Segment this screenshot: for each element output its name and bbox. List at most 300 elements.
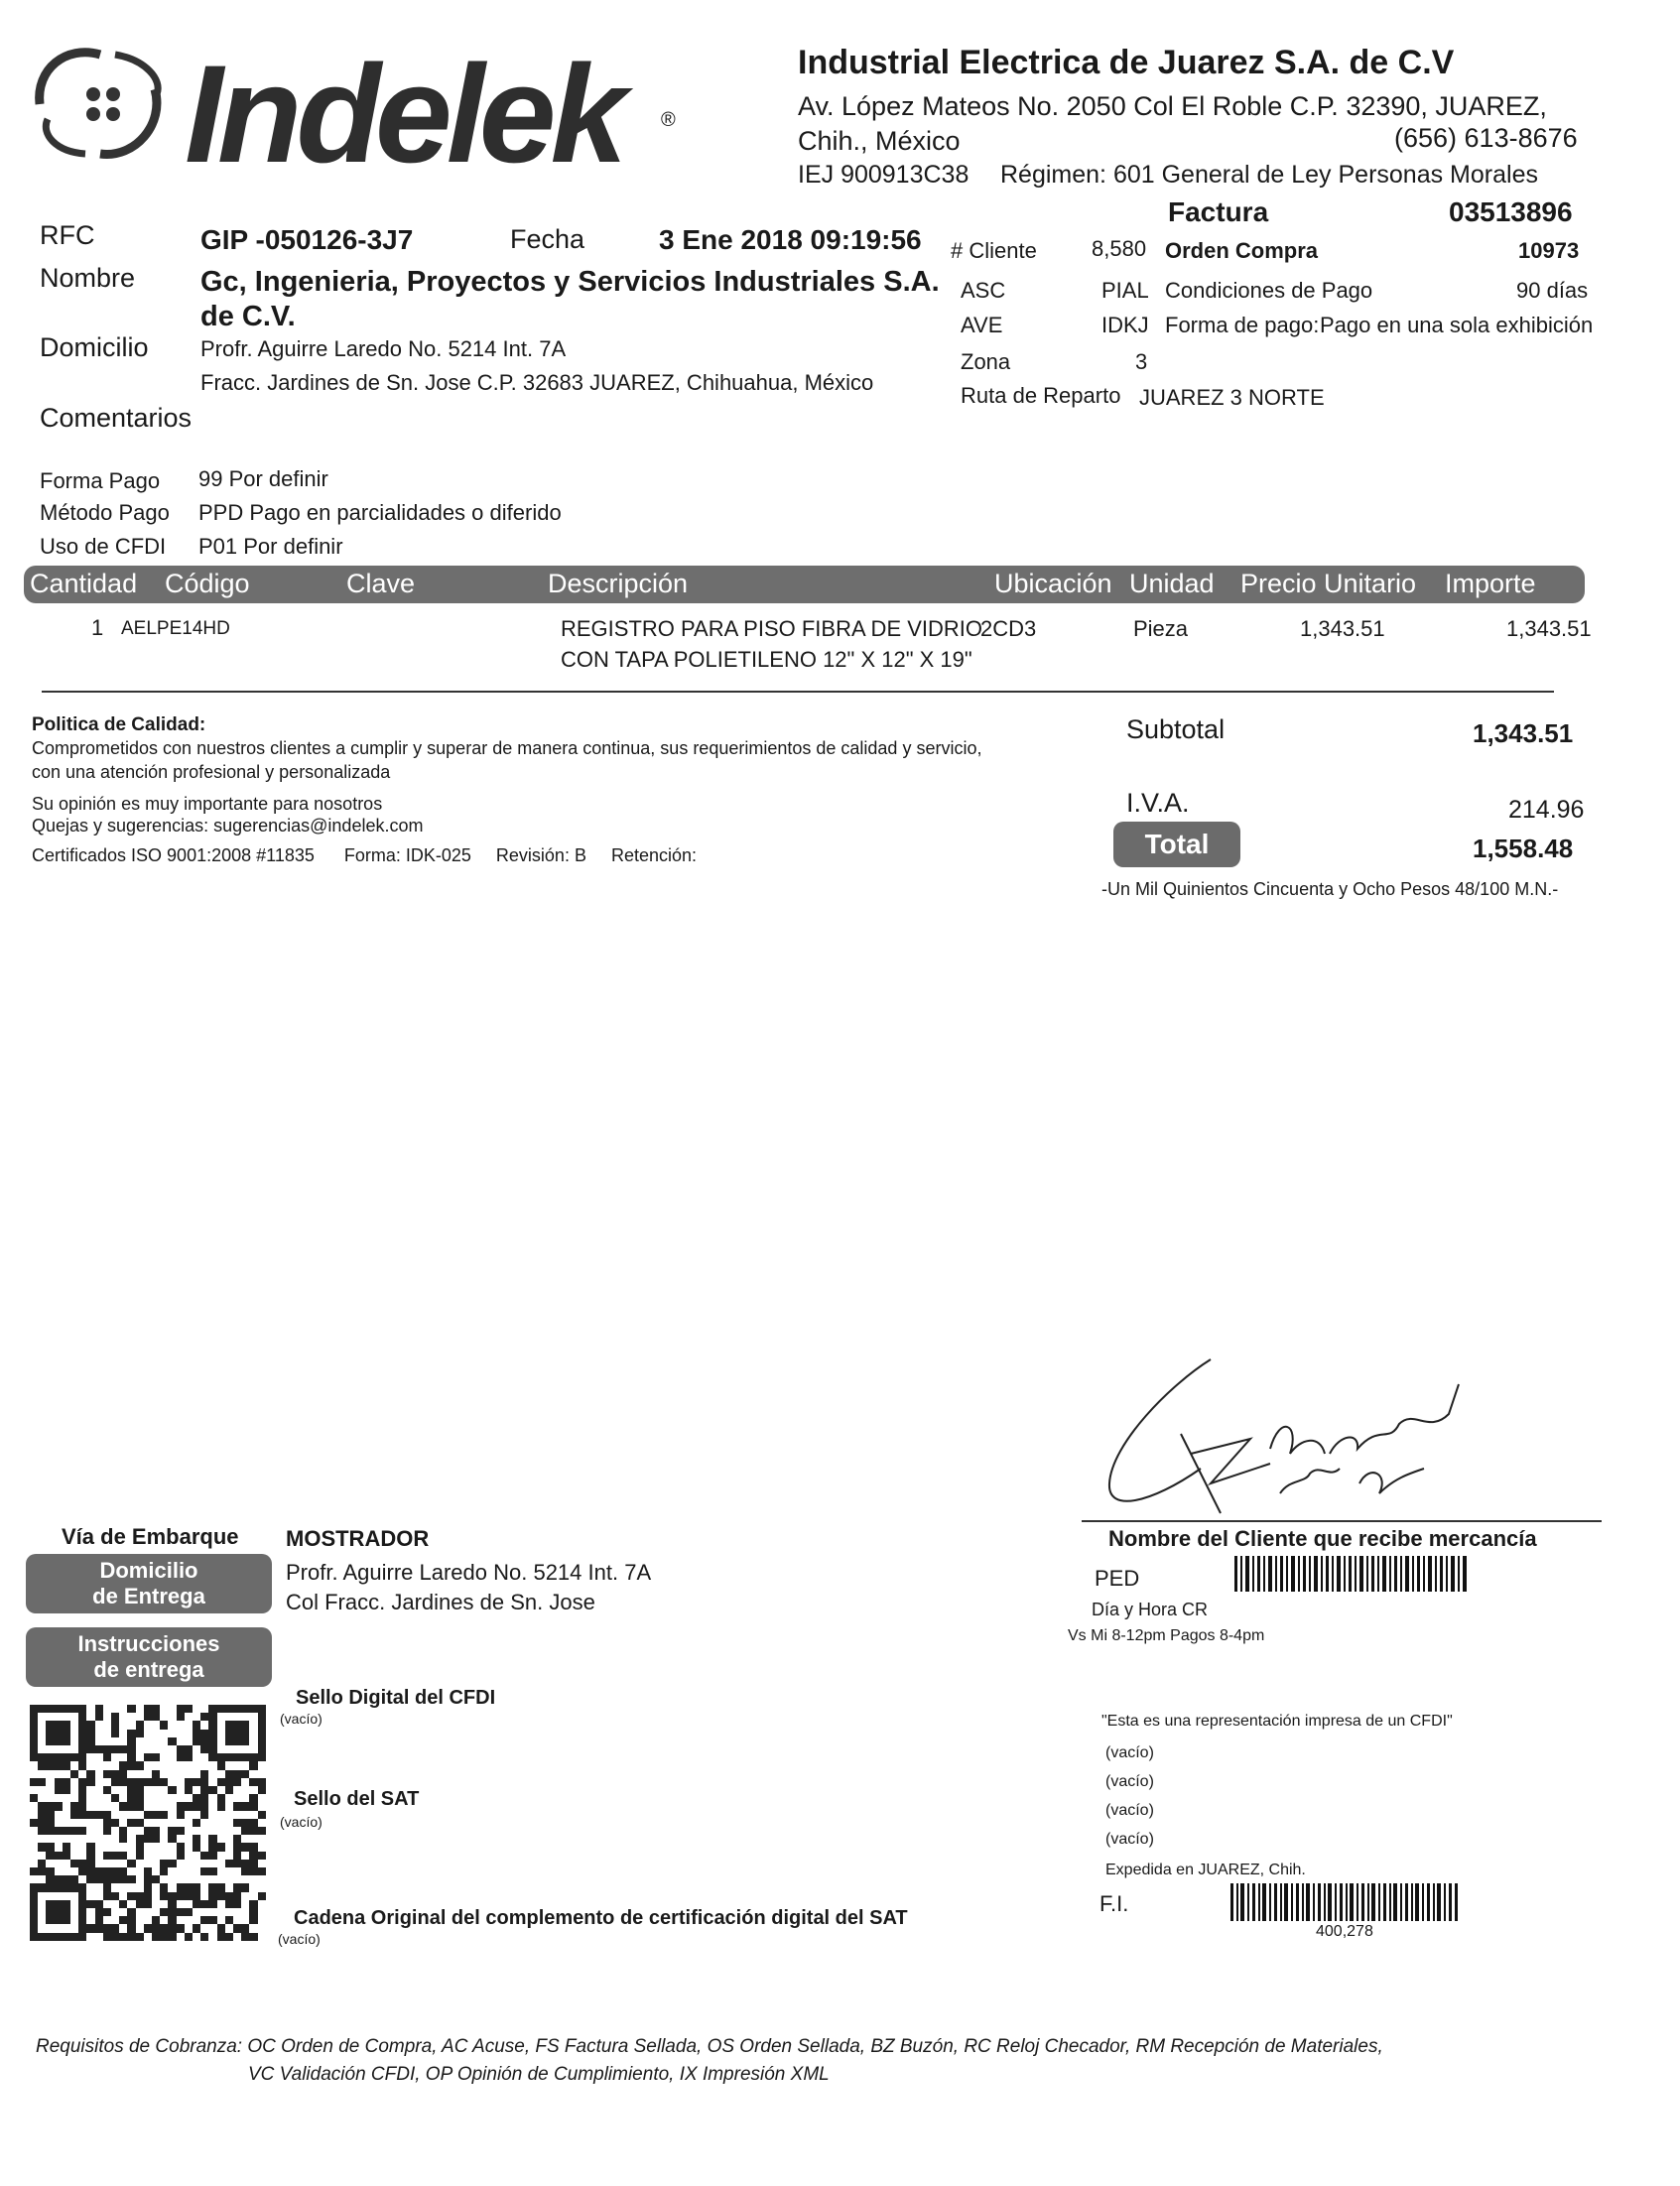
qr-module bbox=[38, 1761, 46, 1769]
qr-module bbox=[144, 1867, 152, 1875]
qr-module bbox=[136, 1761, 144, 1769]
cadena-original-label: Cadena Original del complemento de certificación digital del SAT bbox=[294, 1907, 908, 1929]
qr-module bbox=[249, 1843, 257, 1851]
col-cantidad: Cantidad bbox=[30, 569, 138, 598]
qr-module bbox=[249, 1778, 257, 1786]
qr-module bbox=[127, 1737, 135, 1745]
qr-module bbox=[160, 1721, 168, 1729]
qr-module bbox=[63, 1875, 70, 1883]
qr-module bbox=[127, 1924, 135, 1932]
qr-module bbox=[78, 1761, 86, 1769]
qr-module bbox=[111, 1933, 119, 1941]
cfdi-vacio-4: (vacío) bbox=[1105, 1831, 1154, 1848]
qr-module bbox=[78, 1860, 86, 1867]
instrucciones-entrega-label bbox=[26, 1627, 272, 1687]
qr-module bbox=[177, 1802, 185, 1810]
qr-module bbox=[160, 1924, 168, 1932]
qr-module bbox=[78, 1705, 86, 1713]
qr-module bbox=[119, 1835, 127, 1843]
qr-module bbox=[103, 1786, 111, 1794]
qr-module bbox=[208, 1835, 216, 1843]
qr-module bbox=[38, 1753, 46, 1761]
qr-module bbox=[160, 1867, 168, 1875]
cliente-value: 8,580 bbox=[1092, 236, 1147, 261]
qr-module bbox=[95, 1916, 103, 1924]
qr-module bbox=[225, 1892, 233, 1900]
qr-module bbox=[249, 1794, 257, 1802]
qr-module bbox=[249, 1908, 257, 1916]
qr-module bbox=[86, 1745, 94, 1753]
qr-module bbox=[30, 1900, 38, 1908]
nombre-line1: Gc, Ingenieria, Proyectos y Servicios Industriales S.A. bbox=[200, 266, 940, 298]
qr-module bbox=[208, 1713, 216, 1721]
nombre-label: Nombre bbox=[40, 263, 136, 293]
ped-barcode bbox=[1234, 1556, 1469, 1592]
rfc-label: RFC bbox=[40, 220, 95, 250]
condiciones-label: Condiciones de Pago bbox=[1165, 278, 1373, 303]
qr-module bbox=[193, 1892, 200, 1900]
qr-module bbox=[249, 1933, 257, 1941]
nombre-line2: de C.V. bbox=[200, 301, 296, 332]
comentarios-label: Comentarios bbox=[40, 403, 193, 433]
qr-module bbox=[160, 1860, 168, 1867]
qr-module bbox=[233, 1900, 241, 1908]
qr-module bbox=[86, 1924, 94, 1932]
qr-module bbox=[152, 1778, 160, 1786]
qr-module bbox=[249, 1819, 257, 1827]
qr-module bbox=[30, 1778, 38, 1786]
qr-module bbox=[217, 1892, 225, 1900]
qr-module bbox=[127, 1778, 135, 1786]
qr-module bbox=[241, 1721, 249, 1729]
subtotal-label: Subtotal bbox=[1126, 714, 1226, 744]
qr-module bbox=[185, 1802, 193, 1810]
qr-module bbox=[63, 1843, 70, 1851]
qr-module bbox=[185, 1745, 193, 1753]
qr-module bbox=[103, 1867, 111, 1875]
qr-module bbox=[185, 1892, 193, 1900]
qr-module bbox=[208, 1843, 216, 1851]
logo-wordmark: Indelek bbox=[185, 36, 622, 192]
qr-module bbox=[200, 1778, 208, 1786]
qr-module bbox=[200, 1786, 208, 1794]
qr-module bbox=[233, 1819, 241, 1827]
qr-module bbox=[30, 1745, 38, 1753]
qr-module bbox=[70, 1933, 78, 1941]
qr-module bbox=[119, 1916, 127, 1924]
metodo-pago-value: PPD Pago en parcialidades o diferido bbox=[198, 500, 562, 525]
qr-module bbox=[86, 1721, 94, 1729]
qr-module bbox=[78, 1827, 86, 1835]
qr-module bbox=[241, 1802, 249, 1810]
qr-module bbox=[78, 1811, 86, 1819]
qr-module bbox=[119, 1900, 127, 1908]
qr-module bbox=[185, 1753, 193, 1761]
qr-module bbox=[208, 1786, 216, 1794]
qr-module bbox=[200, 1737, 208, 1745]
qr-module bbox=[30, 1713, 38, 1721]
qr-module bbox=[46, 1883, 54, 1891]
qr-module bbox=[241, 1883, 249, 1891]
qr-module bbox=[249, 1852, 257, 1860]
qr-module bbox=[30, 1705, 38, 1713]
cfdi-representacion: "Esta es una representación impresa de un CFDI" bbox=[1101, 1713, 1453, 1730]
qr-module bbox=[249, 1860, 257, 1867]
qr-module bbox=[193, 1883, 200, 1891]
qr-module bbox=[233, 1802, 241, 1810]
qr-module bbox=[249, 1705, 257, 1713]
domicilio-entrega-label bbox=[26, 1554, 272, 1613]
qr-module bbox=[249, 1867, 257, 1875]
via-embarque-label: Vía de Embarque bbox=[62, 1524, 239, 1549]
qr-module bbox=[78, 1721, 86, 1729]
qr-module bbox=[55, 1916, 63, 1924]
qr-module bbox=[177, 1705, 185, 1713]
qr-module bbox=[63, 1883, 70, 1891]
ped-label: PED bbox=[1095, 1566, 1140, 1591]
domicilio-line2: Fracc. Jardines de Sn. Jose C.P. 32683 JUAREZ, Chihuahua, México bbox=[200, 370, 874, 395]
qr-module bbox=[30, 1730, 38, 1737]
qr-module bbox=[225, 1916, 233, 1924]
qr-module bbox=[258, 1867, 266, 1875]
qr-module bbox=[258, 1745, 266, 1753]
qr-module bbox=[208, 1721, 216, 1729]
qr-module bbox=[225, 1933, 233, 1941]
cliente-label: # Cliente bbox=[951, 238, 1037, 263]
qr-module bbox=[119, 1933, 127, 1941]
qr-module bbox=[46, 1875, 54, 1883]
qr-module bbox=[55, 1933, 63, 1941]
total-label: Total bbox=[1113, 822, 1240, 867]
qr-module bbox=[193, 1802, 200, 1810]
qr-module bbox=[111, 1892, 119, 1900]
qr-module bbox=[46, 1900, 54, 1908]
qr-module bbox=[86, 1843, 94, 1851]
qr-module bbox=[78, 1933, 86, 1941]
qr-module bbox=[225, 1786, 233, 1794]
qr-module bbox=[55, 1761, 63, 1769]
qr-module bbox=[111, 1875, 119, 1883]
qr-module bbox=[78, 1802, 86, 1810]
qr-module bbox=[217, 1843, 225, 1851]
qr-module bbox=[55, 1883, 63, 1891]
col-codigo: Código bbox=[165, 569, 250, 598]
qr-module bbox=[208, 1883, 216, 1891]
col-unidad: Unidad bbox=[1129, 569, 1215, 598]
qr-module bbox=[168, 1827, 176, 1835]
qr-module bbox=[217, 1802, 225, 1810]
qr-module bbox=[55, 1753, 63, 1761]
qr-module bbox=[208, 1867, 216, 1875]
qr-module bbox=[136, 1933, 144, 1941]
qr-module bbox=[119, 1745, 127, 1753]
policy-line1: Comprometidos con nuestros clientes a cumplir y superar de manera continua, sus requerimientos de calidad y servicio, bbox=[32, 738, 982, 758]
qr-module bbox=[127, 1753, 135, 1761]
qr-module bbox=[144, 1875, 152, 1883]
qr-module bbox=[136, 1778, 144, 1786]
qr-module bbox=[200, 1802, 208, 1810]
qr-module bbox=[152, 1753, 160, 1761]
qr-module bbox=[168, 1900, 176, 1908]
qr-module bbox=[144, 1827, 152, 1835]
qr-module bbox=[95, 1811, 103, 1819]
row-descripcion-2: CON TAPA POLIETILENO 12" X 12" X 19" bbox=[561, 647, 972, 672]
qr-module bbox=[70, 1827, 78, 1835]
qr-module bbox=[55, 1852, 63, 1860]
qr-module bbox=[225, 1721, 233, 1729]
qr-module bbox=[30, 1867, 38, 1875]
qr-module bbox=[217, 1933, 225, 1941]
qr-module bbox=[38, 1819, 46, 1827]
sello-sat-value: (vacío) bbox=[280, 1814, 323, 1830]
policy-line3: Su opinión es muy importante para nosotros bbox=[32, 794, 383, 814]
table-divider bbox=[42, 691, 1554, 693]
qr-module bbox=[38, 1867, 46, 1875]
qr-module bbox=[111, 1778, 119, 1786]
qr-module bbox=[200, 1730, 208, 1737]
qr-module bbox=[185, 1908, 193, 1916]
qr-module bbox=[233, 1770, 241, 1778]
qr-module bbox=[111, 1721, 119, 1729]
qr-module bbox=[127, 1875, 135, 1883]
qr-module bbox=[200, 1867, 208, 1875]
qr-module bbox=[55, 1875, 63, 1883]
qr-module bbox=[78, 1794, 86, 1802]
qr-module bbox=[111, 1924, 119, 1932]
qr-module bbox=[127, 1908, 135, 1916]
receiver-name-label: Nombre del Cliente que recibe mercancía bbox=[1108, 1526, 1537, 1551]
qr-module bbox=[30, 1916, 38, 1924]
zona-value: 3 bbox=[1135, 349, 1148, 374]
qr-module bbox=[95, 1713, 103, 1721]
qr-module bbox=[200, 1900, 208, 1908]
qr-module bbox=[168, 1786, 176, 1794]
qr-module bbox=[103, 1883, 111, 1891]
via-embarque-value: MOSTRADOR bbox=[286, 1526, 430, 1551]
qr-module bbox=[95, 1900, 103, 1908]
qr-module bbox=[70, 1811, 78, 1819]
qr-module bbox=[127, 1794, 135, 1802]
qr-module bbox=[103, 1770, 111, 1778]
qr-module bbox=[136, 1786, 144, 1794]
orden-label: Orden Compra bbox=[1165, 238, 1319, 263]
qr-module bbox=[217, 1753, 225, 1761]
qr-module bbox=[30, 1883, 38, 1891]
qr-module bbox=[78, 1753, 86, 1761]
qr-module bbox=[233, 1835, 241, 1843]
asc-value: PIAL bbox=[1101, 278, 1149, 303]
qr-code bbox=[30, 1705, 278, 1939]
domicilio-label: Domicilio bbox=[40, 332, 149, 362]
qr-module bbox=[70, 1802, 78, 1810]
qr-module bbox=[95, 1745, 103, 1753]
qr-module bbox=[30, 1737, 38, 1745]
qr-module bbox=[136, 1892, 144, 1900]
qr-module bbox=[160, 1908, 168, 1916]
qr-module bbox=[200, 1811, 208, 1819]
qr-module bbox=[177, 1852, 185, 1860]
company-address-2: Chih., México bbox=[798, 126, 961, 156]
qr-module bbox=[78, 1892, 86, 1900]
qr-module bbox=[177, 1811, 185, 1819]
qr-module bbox=[111, 1745, 119, 1753]
ave-label: AVE bbox=[961, 313, 1003, 337]
qr-module bbox=[152, 1770, 160, 1778]
qr-module bbox=[217, 1705, 225, 1713]
qr-module bbox=[168, 1908, 176, 1916]
qr-module bbox=[177, 1827, 185, 1835]
qr-module bbox=[55, 1786, 63, 1794]
qr-module bbox=[136, 1900, 144, 1908]
entrega-line1: Profr. Aguirre Laredo No. 5214 Int. 7A bbox=[286, 1560, 652, 1585]
qr-module bbox=[241, 1924, 249, 1932]
qr-module bbox=[86, 1811, 94, 1819]
qr-module bbox=[152, 1933, 160, 1941]
qr-module bbox=[95, 1908, 103, 1916]
qr-module bbox=[86, 1860, 94, 1867]
company-address-1: Av. López Mateos No. 2050 Col El Roble C.P. 32390, JUAREZ, bbox=[798, 91, 1547, 121]
sello-digital-value: (vacío) bbox=[280, 1711, 323, 1727]
qr-module bbox=[127, 1730, 135, 1737]
company-rfc: IEJ 900913C38 bbox=[798, 161, 969, 189]
qr-module bbox=[217, 1924, 225, 1932]
qr-module bbox=[46, 1819, 54, 1827]
qr-module bbox=[38, 1843, 46, 1851]
qr-module bbox=[46, 1916, 54, 1924]
qr-module bbox=[86, 1778, 94, 1786]
qr-module bbox=[217, 1794, 225, 1802]
sello-sat-label: Sello del SAT bbox=[294, 1788, 420, 1810]
footer-line2: VC Validación CFDI, OP Opinión de Cumplimiento, IX Impresión XML bbox=[248, 2064, 830, 2085]
qr-module bbox=[152, 1875, 160, 1883]
indelek-swirl-icon bbox=[26, 35, 175, 174]
qr-module bbox=[249, 1802, 257, 1810]
policy-line2: con una atención profesional y personalizada bbox=[32, 762, 391, 782]
qr-module bbox=[144, 1713, 152, 1721]
qr-module bbox=[160, 1883, 168, 1891]
qr-module bbox=[127, 1819, 135, 1827]
qr-module bbox=[38, 1778, 46, 1786]
forma-pago-row-value: 99 Por definir bbox=[198, 466, 328, 491]
qr-module bbox=[177, 1753, 185, 1761]
qr-module bbox=[193, 1900, 200, 1908]
qr-module bbox=[258, 1778, 266, 1786]
row-descripcion-1: REGISTRO PARA PISO FIBRA DE VIDRIO bbox=[561, 616, 983, 641]
qr-module bbox=[258, 1713, 266, 1721]
qr-module bbox=[193, 1924, 200, 1932]
qr-module bbox=[46, 1802, 54, 1810]
qr-module bbox=[193, 1835, 200, 1843]
qr-module bbox=[225, 1705, 233, 1713]
qr-module bbox=[258, 1730, 266, 1737]
cfdi-vacio-2: (vacío) bbox=[1105, 1773, 1154, 1790]
qr-module bbox=[208, 1900, 216, 1908]
qr-module bbox=[30, 1819, 38, 1827]
qr-module bbox=[46, 1852, 54, 1860]
qr-module bbox=[46, 1843, 54, 1851]
qr-module bbox=[136, 1835, 144, 1843]
registered-icon: ® bbox=[661, 109, 676, 131]
qr-module bbox=[136, 1819, 144, 1827]
qr-module bbox=[200, 1794, 208, 1802]
qr-module bbox=[185, 1933, 193, 1941]
qr-module bbox=[152, 1924, 160, 1932]
qr-module bbox=[241, 1860, 249, 1867]
fecha-value: 3 Ene 2018 09:19:56 bbox=[659, 224, 922, 255]
qr-module bbox=[200, 1916, 208, 1924]
footer-line1: Requisitos de Cobranza: OC Orden de Compra, AC Acuse, FS Factura Sellada, OS Orden Sellada, BZ Buzón, RC Reloj Checador, RM Recepción de Materiales, bbox=[36, 2036, 1383, 2057]
ruta-label: Ruta de Reparto bbox=[961, 383, 1121, 408]
qr-module bbox=[177, 1713, 185, 1721]
row-ubicacion: 2CD3 bbox=[980, 616, 1037, 641]
items-table-header bbox=[24, 566, 1585, 603]
qr-module bbox=[233, 1883, 241, 1891]
qr-module bbox=[233, 1860, 241, 1867]
qr-module bbox=[63, 1908, 70, 1916]
qr-module bbox=[38, 1883, 46, 1891]
qr-module bbox=[30, 1924, 38, 1932]
qr-module bbox=[46, 1908, 54, 1916]
qr-module bbox=[78, 1737, 86, 1745]
qr-module bbox=[63, 1737, 70, 1745]
qr-module bbox=[111, 1730, 119, 1737]
uso-cfdi-value: P01 Por definir bbox=[198, 534, 343, 559]
qr-module bbox=[95, 1924, 103, 1932]
qr-module bbox=[168, 1892, 176, 1900]
qr-module bbox=[111, 1794, 119, 1802]
qr-module bbox=[78, 1786, 86, 1794]
qr-module bbox=[258, 1892, 266, 1900]
qr-module bbox=[233, 1705, 241, 1713]
qr-module bbox=[193, 1778, 200, 1786]
qr-module bbox=[103, 1827, 111, 1835]
qr-module bbox=[168, 1860, 176, 1867]
qr-module bbox=[258, 1705, 266, 1713]
qr-module bbox=[193, 1819, 200, 1827]
qr-module bbox=[160, 1933, 168, 1941]
qr-module bbox=[30, 1753, 38, 1761]
entrega-line2: Col Fracc. Jardines de Sn. Jose bbox=[286, 1590, 595, 1614]
qr-module bbox=[136, 1794, 144, 1802]
fi-number: 400,278 bbox=[1316, 1923, 1373, 1940]
qr-module bbox=[46, 1753, 54, 1761]
qr-module bbox=[63, 1827, 70, 1835]
qr-module bbox=[63, 1753, 70, 1761]
qr-module bbox=[38, 1860, 46, 1867]
qr-module bbox=[86, 1737, 94, 1745]
qr-module bbox=[144, 1705, 152, 1713]
forma-pago-label: Forma de pago: bbox=[1165, 313, 1320, 337]
qr-module bbox=[55, 1908, 63, 1916]
qr-module bbox=[233, 1892, 241, 1900]
qr-module bbox=[103, 1933, 111, 1941]
qr-module bbox=[144, 1883, 152, 1891]
qr-module bbox=[258, 1852, 266, 1860]
qr-module bbox=[30, 1794, 38, 1802]
qr-module bbox=[55, 1827, 63, 1835]
ruta-value: JUAREZ 3 NORTE bbox=[1139, 385, 1325, 410]
qr-module bbox=[119, 1802, 127, 1810]
qr-module bbox=[152, 1916, 160, 1924]
qr-module bbox=[177, 1745, 185, 1753]
qr-module bbox=[208, 1852, 216, 1860]
qr-module bbox=[152, 1835, 160, 1843]
ave-value: IDKJ bbox=[1101, 313, 1149, 337]
qr-module bbox=[208, 1730, 216, 1737]
qr-module bbox=[241, 1753, 249, 1761]
qr-module bbox=[168, 1835, 176, 1843]
qr-module bbox=[217, 1883, 225, 1891]
